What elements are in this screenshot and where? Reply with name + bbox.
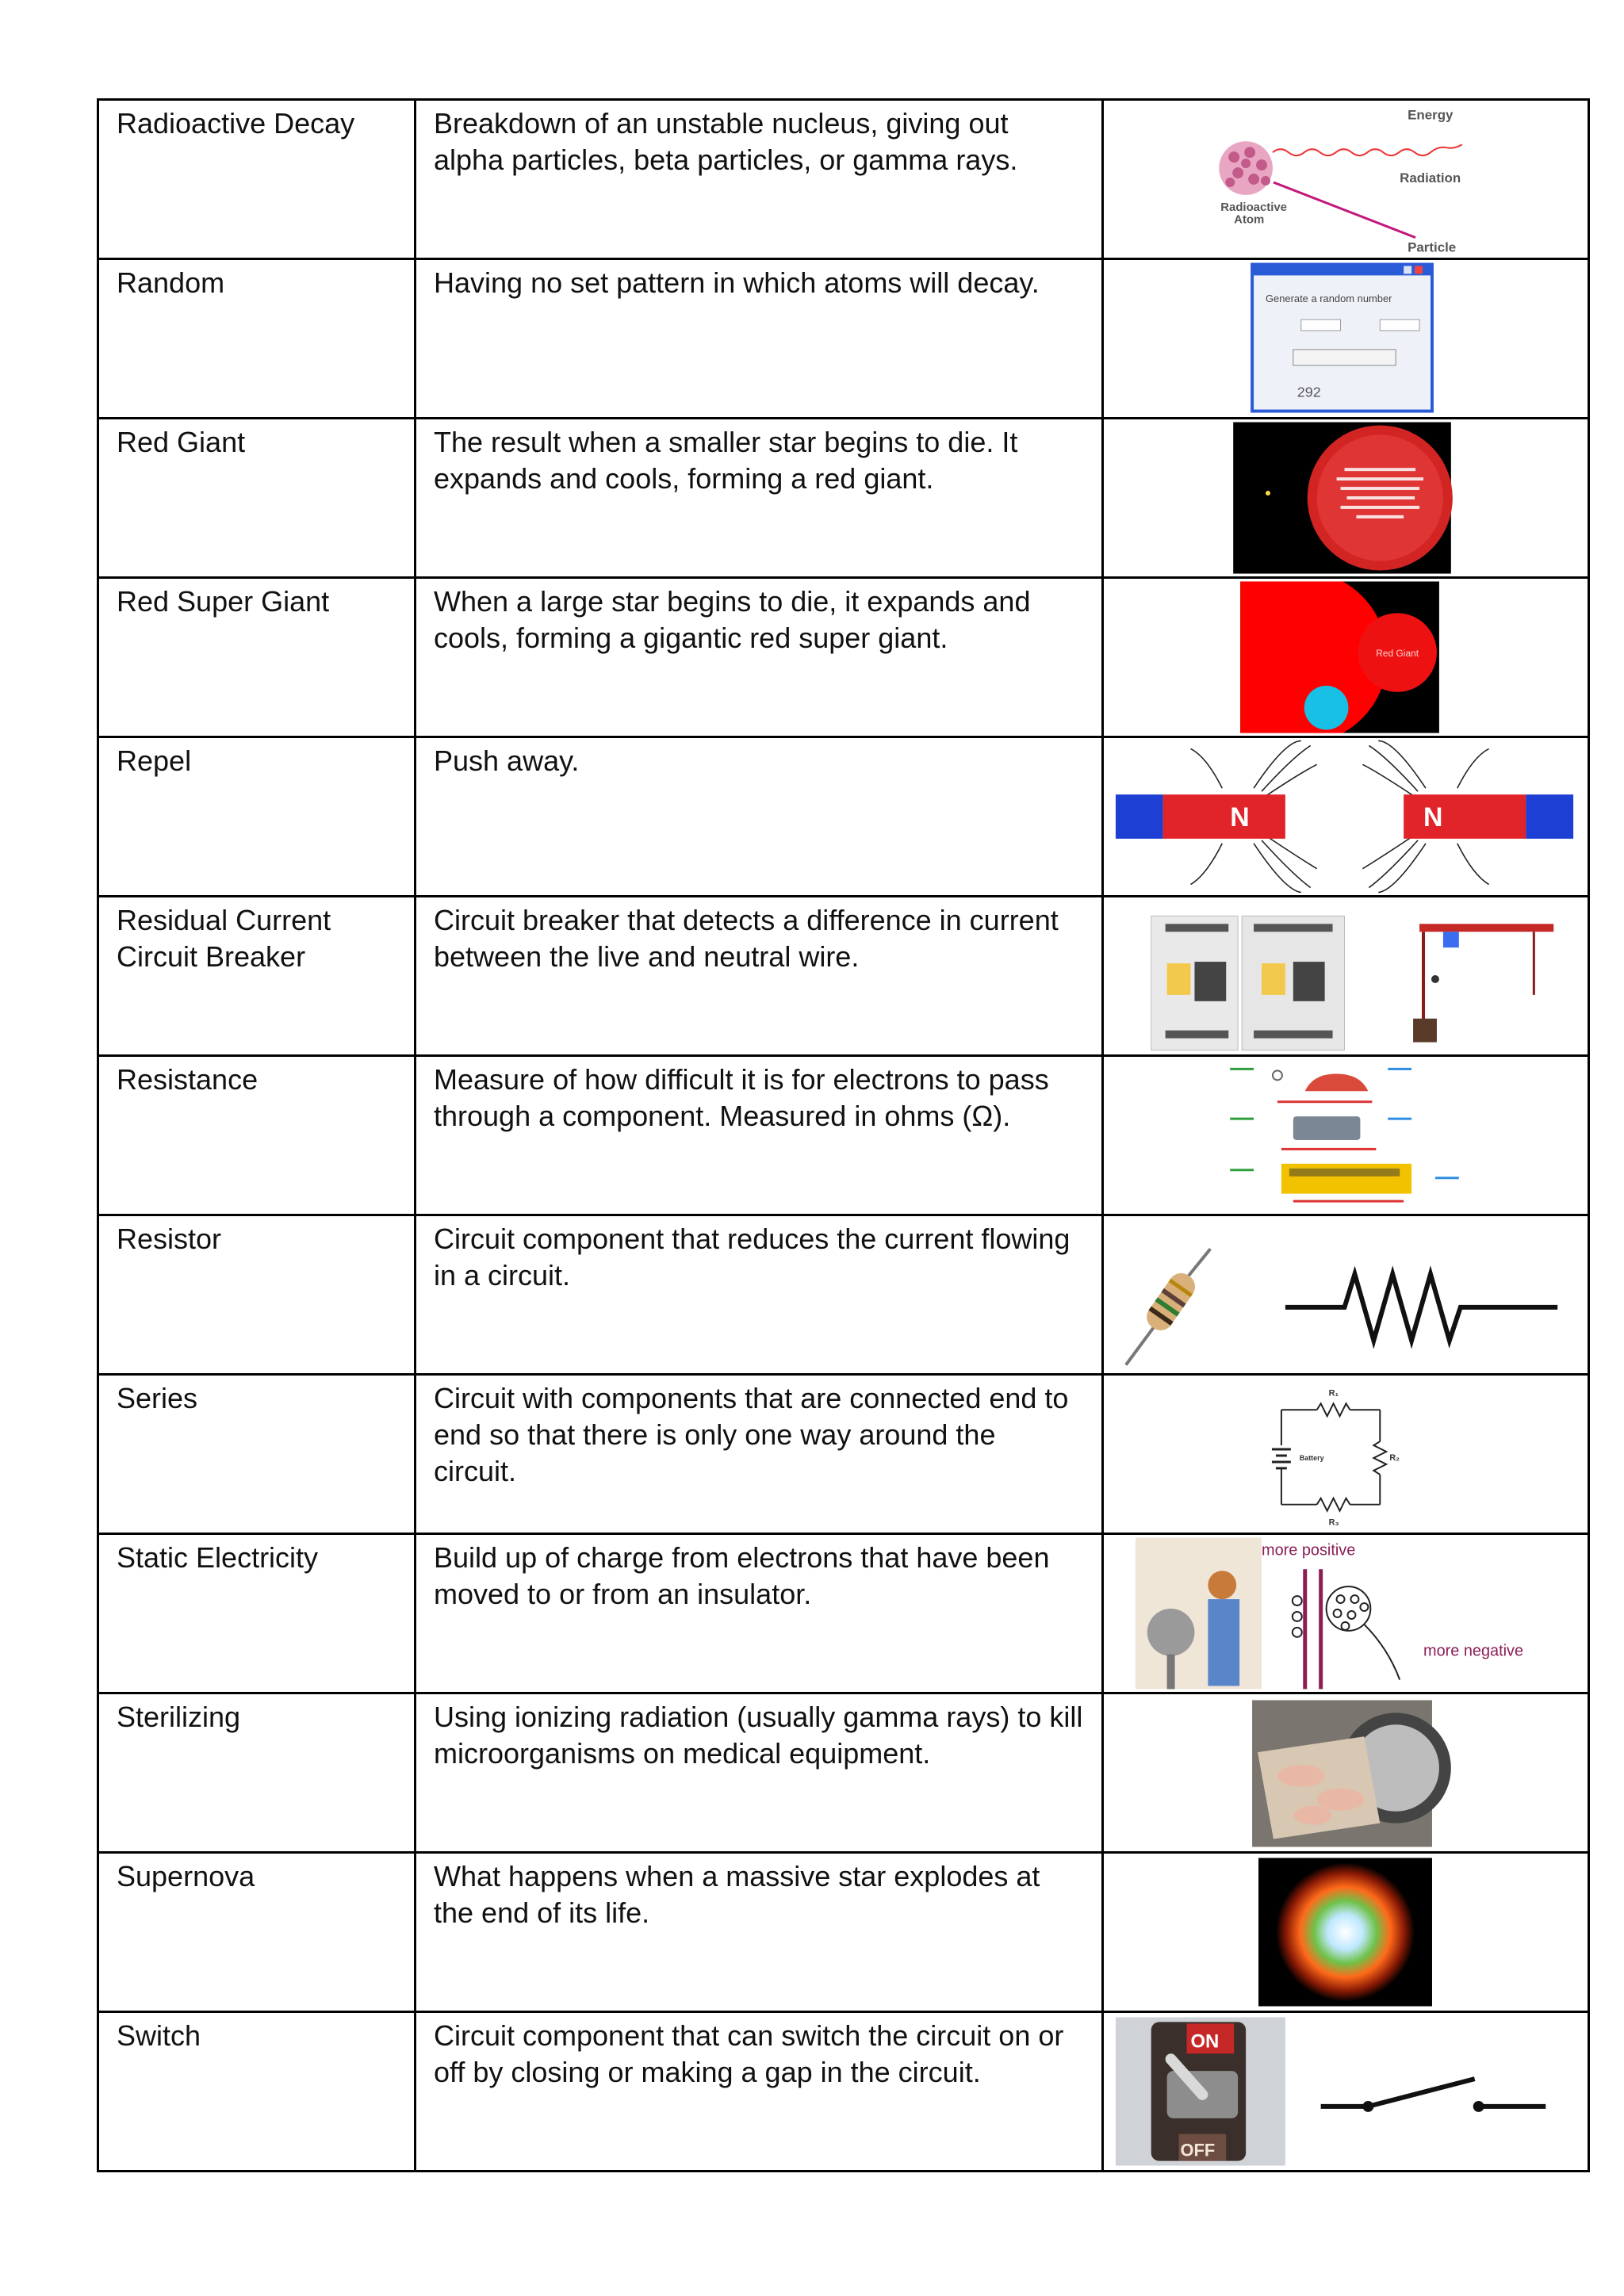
sterilizing-illustration [1104,1694,1588,1851]
image-cell [1103,578,1589,737]
table-row [98,419,1589,578]
red-giant-label: Red Giant [1376,648,1419,660]
atom-label: Radioactive [1220,200,1287,214]
r3-label: R₃ [1328,1517,1339,1528]
definition-cell: Measure of how difficult it is for electrons to pass through a component. Measured in ohms (Ω). [416,1056,1103,1215]
term-cell: Red Super Giant [98,578,416,737]
random-number-dialog-illustration [1104,260,1588,417]
table-row [98,1056,1589,1215]
definition-cell: Push away. [416,737,1103,897]
term-cell: Switch [98,2012,416,2172]
resistor-illustration [1104,1216,1588,1373]
red-giant-illustration [1104,419,1588,576]
table-row [98,1853,1589,2012]
north-pole-right: N [1423,802,1443,832]
r2-label: R₂ [1389,1452,1400,1463]
supernova-illustration [1104,1854,1588,2011]
term-cell: Series [98,1375,416,1534]
off-label: OFF [1180,2140,1216,2160]
term-cell: Residual Current Circuit Breaker [98,897,416,1056]
image-cell [1103,419,1589,578]
table-row [98,578,1589,737]
image-cell [1103,1056,1589,1215]
definition-cell: Circuit with components that are connected end to end so that there is only one way around the circuit. [416,1375,1103,1534]
table-row [98,259,1589,419]
definition-cell: When a large star begins to die, it expands and cools, forming a gigantic red super giant. [416,578,1103,737]
image-cell [1103,1693,1589,1853]
image-cell [1103,1853,1589,2012]
image-cell [1103,100,1589,259]
table-row [98,897,1589,1056]
image-cell [1103,897,1589,1056]
term-cell: Resistance [98,1056,416,1215]
definition-cell: Having no set pattern in which atoms will decay. [416,259,1103,419]
definition-cell: Breakdown of an unstable nucleus, giving out alpha particles, beta particles, or gamma rays. [416,100,1103,259]
image-cell [1103,2012,1589,2172]
rccb-illustration [1104,897,1588,1054]
result-number: 292 [1297,384,1321,400]
red-super-giant-illustration [1104,579,1588,736]
table-row [98,100,1589,259]
table-row [98,1693,1589,1853]
table-row [98,1215,1589,1375]
definition-cell: Circuit breaker that detects a difference in current between the live and neutral wire. [416,897,1103,1056]
repelling-magnets-illustration [1104,738,1588,895]
north-pole-left: N [1230,802,1250,832]
radiation-label: Radiation [1400,170,1461,186]
term-cell: Static Electricity [98,1534,416,1693]
term-cell: Sterilizing [98,1693,416,1853]
image-cell [1103,737,1589,897]
term-cell: Repel [98,737,416,897]
resistance-vehicles-illustration [1104,1057,1588,1214]
table-row [98,1375,1589,1534]
term-cell: Random [98,259,416,419]
definition-cell: What happens when a massive star explodes at the end of its life. [416,1853,1103,2012]
static-electricity-illustration [1104,1535,1588,1692]
term-cell: Radioactive Decay [98,100,416,259]
battery-label: Battery [1299,1453,1324,1462]
radioactive-decay-illustration [1104,101,1588,258]
table-row [98,2012,1589,2172]
image-cell [1103,1534,1589,1693]
definition-cell: Build up of charge from electrons that have been moved to or from an insulator. [416,1534,1103,1693]
atom-label-2: Atom [1234,212,1265,227]
term-cell: Resistor [98,1215,416,1375]
term-cell: Red Giant [98,419,416,578]
image-cell [1103,1215,1589,1375]
dialog-text: Generate a random number [1265,293,1392,305]
r1-label: R₁ [1328,1388,1339,1399]
definition-cell: Using ionizing radiation (usually gamma rays) to kill microorganisms on medical equipment. [416,1693,1103,1853]
energy-label: Energy [1408,107,1454,123]
table-row [98,1534,1589,1693]
term-cell: Supernova [98,1853,416,2012]
particle-label: Particle [1408,239,1457,255]
definition-cell: Circuit component that reduces the current flowing in a circuit. [416,1215,1103,1375]
more-positive-label: more positive [1262,1541,1356,1559]
more-negative-label: more negative [1423,1642,1524,1660]
glossary-table [97,98,1590,2172]
image-cell [1103,259,1589,419]
definition-cell: The result when a smaller star begins to die. It expands and cools, forming a red giant. [416,419,1103,578]
on-label: ON [1190,2030,1220,2053]
series-circuit-illustration [1104,1376,1588,1533]
table-row [98,737,1589,897]
definition-cell: Circuit component that can switch the circuit on or off by closing or making a gap in the circuit. [416,2012,1103,2172]
switch-illustration [1104,2013,1588,2170]
image-cell [1103,1375,1589,1534]
